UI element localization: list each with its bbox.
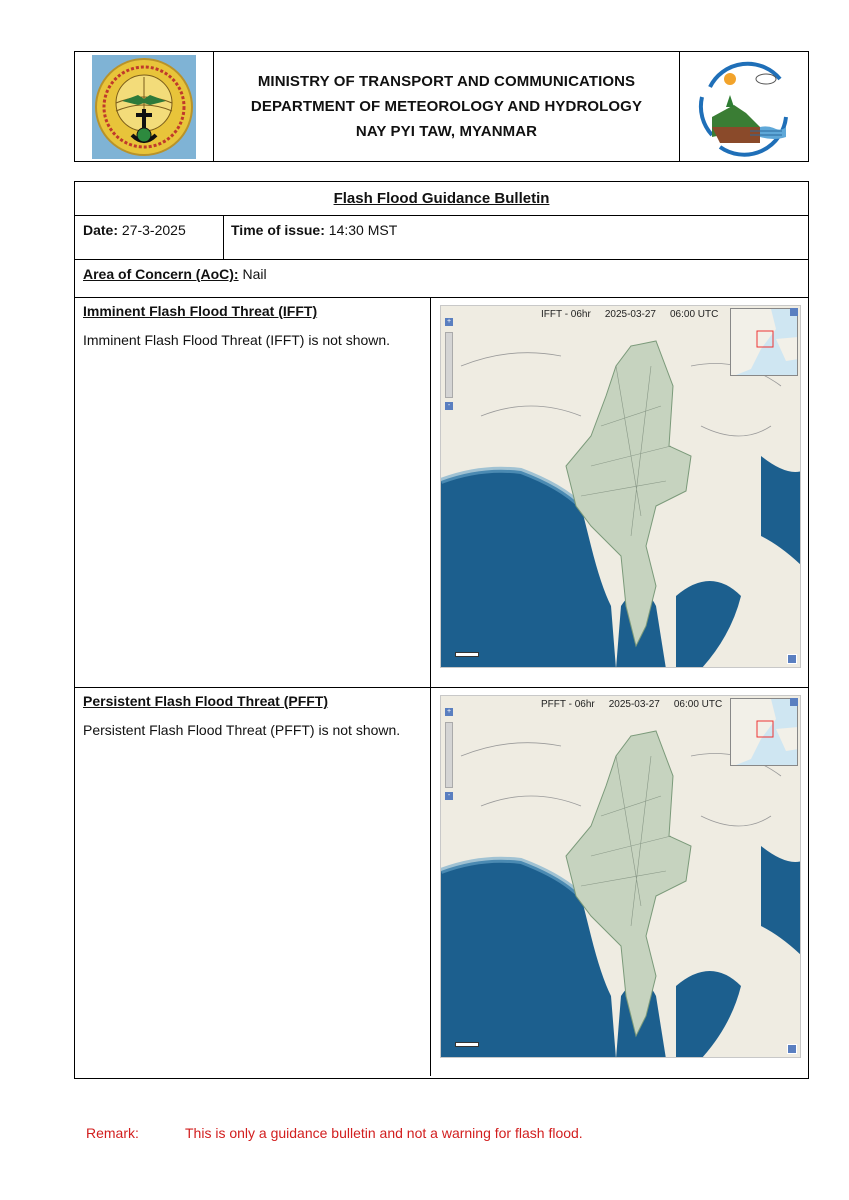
scale-bar xyxy=(455,1042,479,1047)
map-date: 2025-03-27 xyxy=(604,309,656,320)
pfft-row xyxy=(75,688,808,1076)
overview-inset-map[interactable] xyxy=(730,308,798,376)
scale-bar xyxy=(455,652,479,657)
letterhead-text xyxy=(214,52,679,161)
aoc-value: Nail xyxy=(242,266,267,282)
ministry-logo-cell xyxy=(75,52,214,161)
zoom-out-button[interactable]: - xyxy=(445,402,453,410)
ifft-text-cell xyxy=(75,298,431,687)
remark xyxy=(86,1125,583,1141)
pfft-map xyxy=(440,695,801,1058)
map-date: 2025-03-27 xyxy=(608,699,660,710)
zoom-in-button[interactable]: + xyxy=(446,318,452,325)
date-value: 27-3-2025 xyxy=(121,222,186,238)
zoom-slider[interactable] xyxy=(445,722,453,788)
pfft-text-cell xyxy=(75,688,431,1076)
bulletin-title: Flash Flood Guidance Bulletin xyxy=(333,190,550,207)
ifft-map xyxy=(440,305,801,668)
map-header xyxy=(541,309,732,320)
pfft-description: Persistent Flash Flood Threat (PFFT) is not shown. xyxy=(83,722,401,738)
pfft-title: Persistent Flash Flood Threat (PFFT) xyxy=(83,693,329,709)
inset-toggle-button[interactable] xyxy=(790,698,798,706)
ifft-description: Imminent Flash Flood Threat (IFFT) is not shown. xyxy=(83,332,391,348)
map-time: 06:00 UTC xyxy=(669,309,719,320)
time-value: 14:30 MST xyxy=(328,222,398,238)
ministry-name: MINISTRY OF TRANSPORT AND COMMUNICATIONS xyxy=(257,73,636,90)
zoom-slider[interactable] xyxy=(445,332,453,398)
fullscreen-button[interactable] xyxy=(787,654,797,664)
date-label: Date: xyxy=(83,222,119,238)
ifft-title: Imminent Flash Flood Threat (IFFT) xyxy=(83,303,318,319)
zoom-in-button[interactable]: + xyxy=(446,708,452,715)
remark-text: This is only a guidance bulletin and not a warning for flash flood. xyxy=(185,1125,583,1141)
time-label: Time of issue: xyxy=(231,222,325,238)
date-row xyxy=(75,216,808,260)
hydrological-cycle-logo-icon xyxy=(690,57,798,157)
bulletin-title-row xyxy=(75,182,808,216)
location: NAY PYI TAW, MYANMAR xyxy=(355,123,538,140)
ifft-row xyxy=(75,298,808,688)
map-time: 06:00 UTC xyxy=(673,699,723,710)
inset-toggle-button[interactable] xyxy=(790,308,798,316)
date-cell xyxy=(75,216,224,259)
zoom-out-button[interactable]: - xyxy=(445,792,453,800)
pfft-map-cell xyxy=(431,688,808,1076)
aoc-label: Area of Concern (AoC): xyxy=(83,266,239,282)
remark-label: Remark: xyxy=(86,1125,139,1141)
map-product: PFFT - 06hr xyxy=(541,699,595,710)
aoc-row xyxy=(75,260,808,298)
map-header xyxy=(541,699,736,710)
dmh-logo-cell xyxy=(679,52,808,161)
department-name: DEPARTMENT OF METEOROLOGY AND HYDROLOGY xyxy=(250,98,643,115)
map-product: IFFT - 06hr xyxy=(541,309,591,320)
bulletin-table xyxy=(74,181,809,1079)
ifft-map-cell xyxy=(431,298,808,687)
overview-inset-map[interactable] xyxy=(730,698,798,766)
letterhead xyxy=(74,51,809,162)
time-cell xyxy=(224,216,808,259)
fullscreen-button[interactable] xyxy=(787,1044,797,1054)
ministry-emblem-icon xyxy=(92,55,196,159)
